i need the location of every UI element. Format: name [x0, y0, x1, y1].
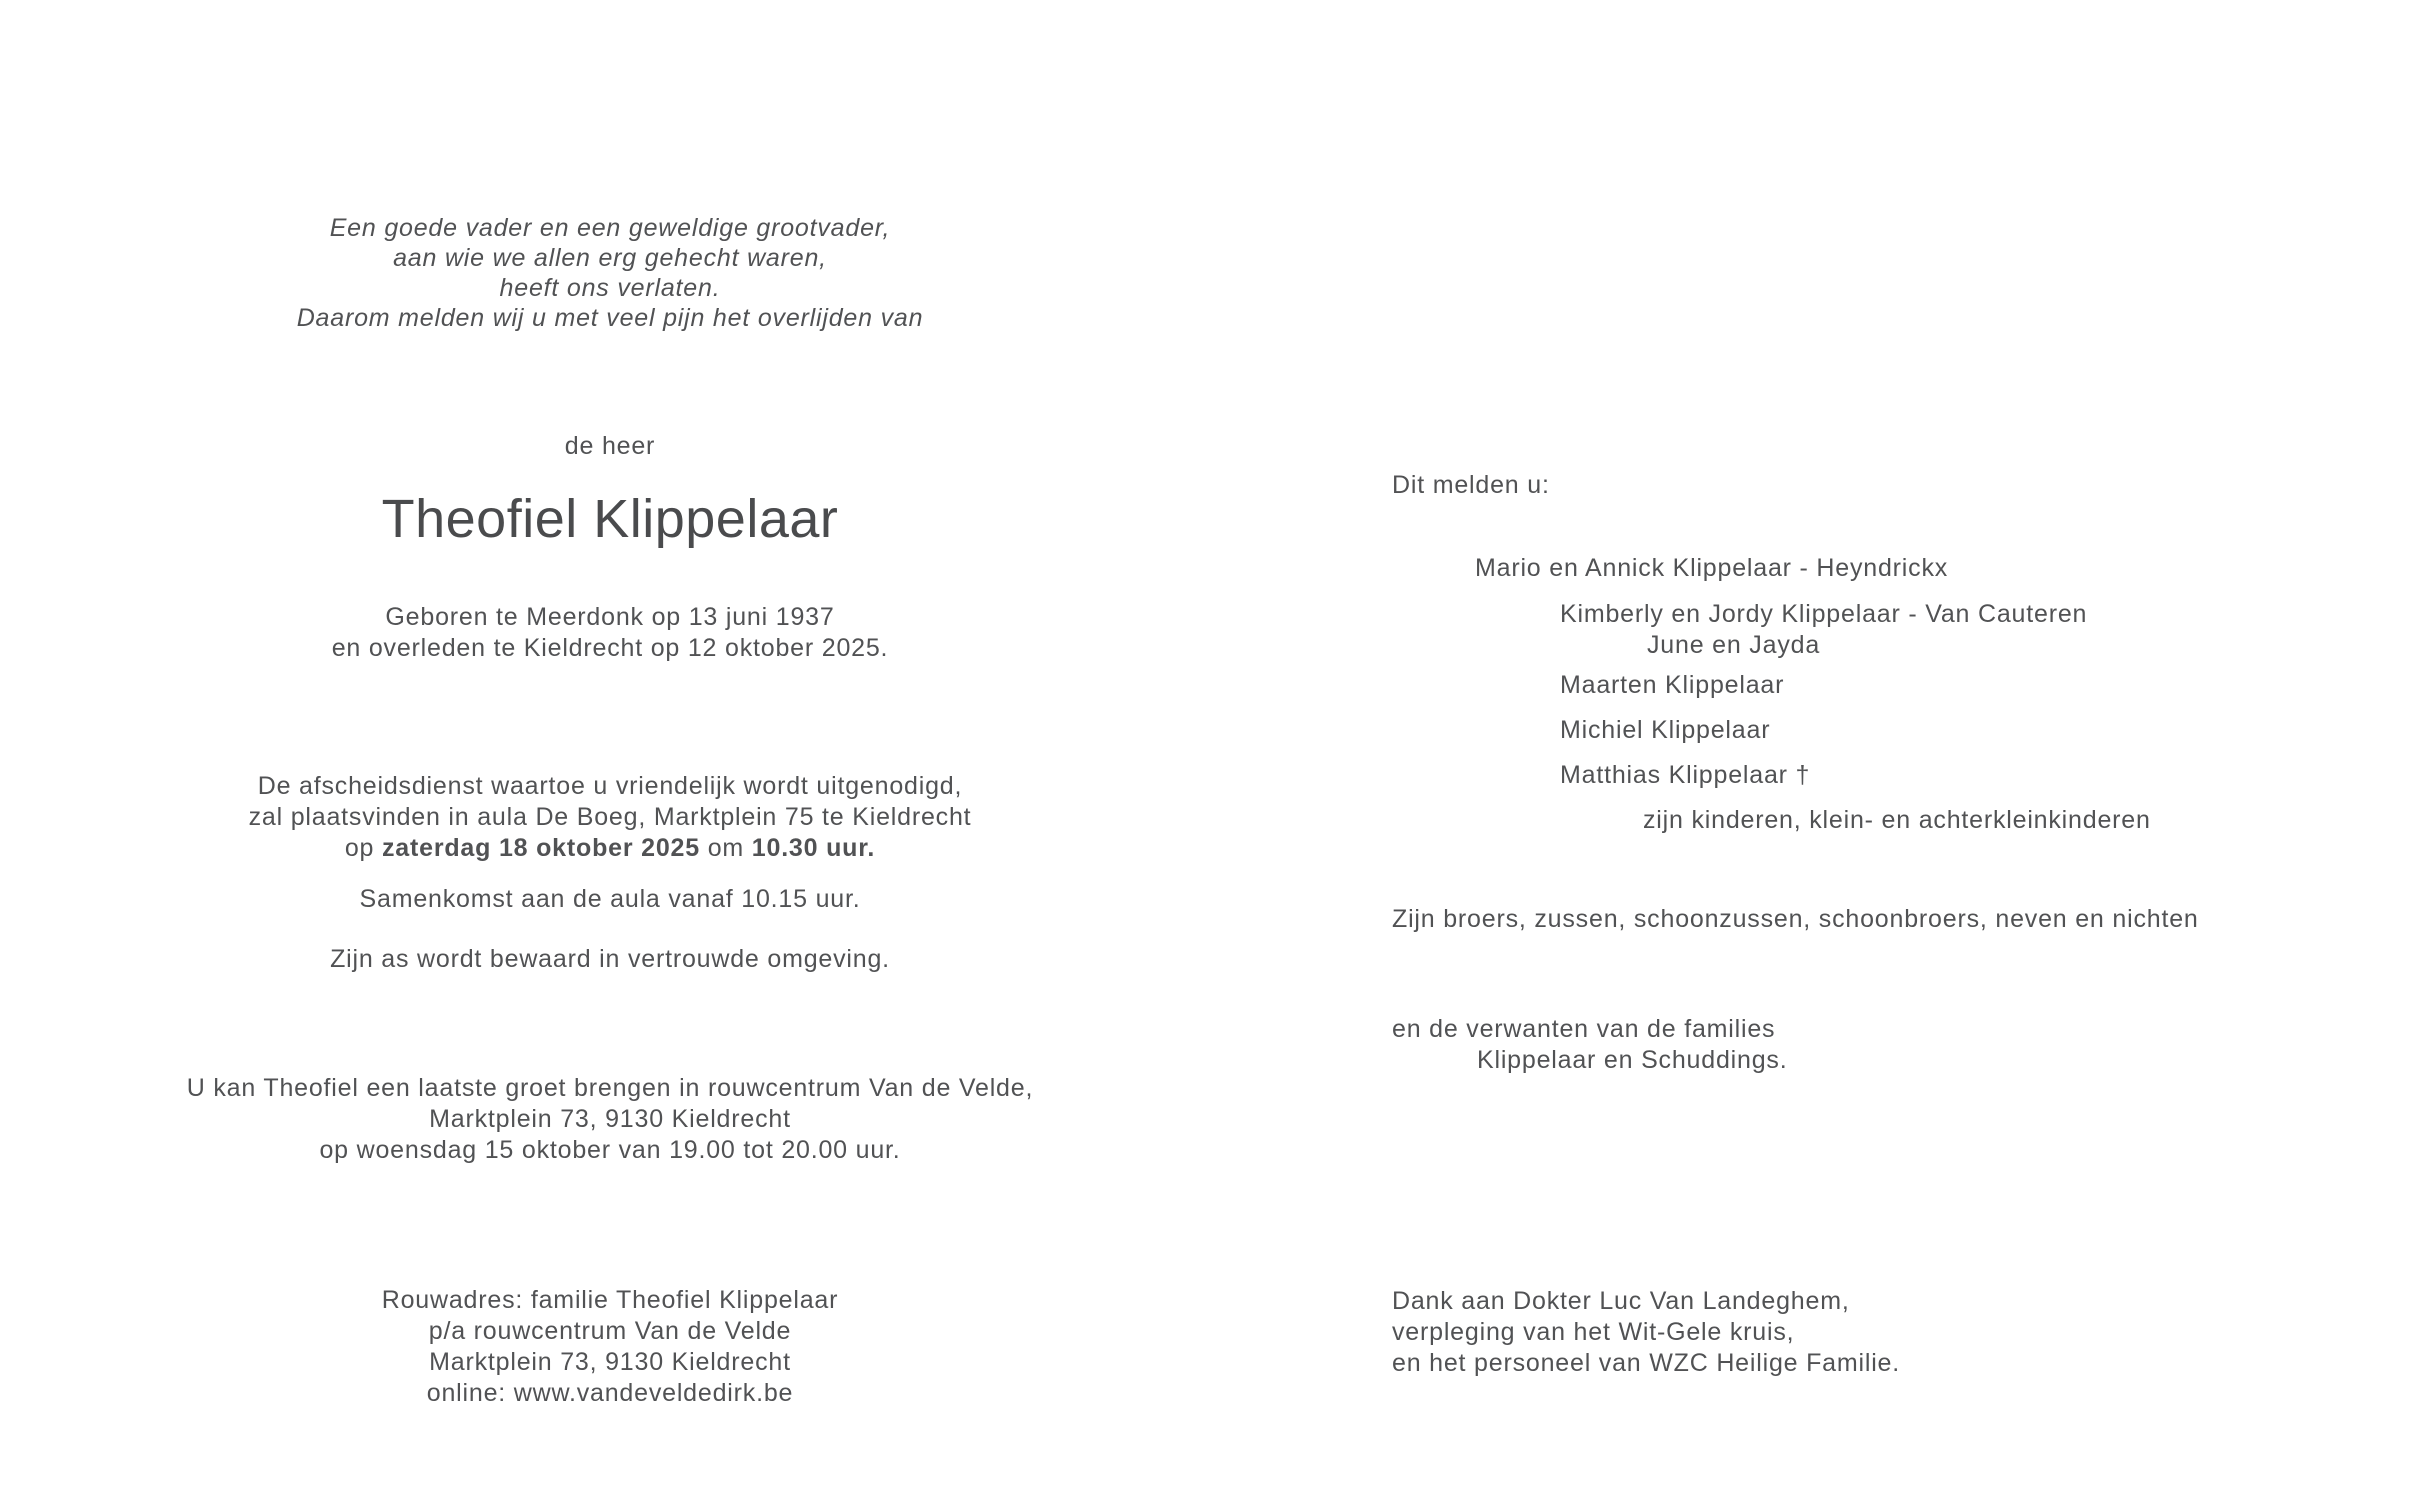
visitation-line: op woensdag 15 oktober van 19.00 tot 20.00 uur. — [319, 1136, 901, 1164]
death-line: en overleden te Kieldrecht op 12 oktober 2025. — [331, 634, 889, 662]
family-member: Michiel Klippelaar — [1560, 716, 1771, 744]
mourning-address-line: p/a rouwcentrum Van de Velde — [428, 1317, 792, 1345]
family-member: Maarten Klippelaar — [1560, 671, 1785, 699]
ashes-line: Zijn as wordt bewaard in vertrouwde omgeving. — [330, 945, 890, 973]
family-member: Mario en Annick Klippelaar - Heyndrickx — [1475, 554, 1949, 582]
deceased-name: Theofiel Klippelaar — [381, 489, 839, 549]
visitation-line: U kan Theofiel een laatste groet brengen in rouwcentrum Van de Velde, — [186, 1074, 1034, 1102]
thanks-note — [1392, 1286, 2352, 1379]
service-date-middle: om — [699, 834, 752, 862]
family-member: Kimberly en Jordy Klippelaar - Van Cauteren — [1560, 600, 2088, 628]
intro-verse-line: Daarom melden wij u met veel pijn het overlijden van — [296, 304, 924, 332]
family-member: June en Jayda — [1647, 631, 1821, 659]
thanks-line: verpleging van het Wit-Gele kruis, — [1392, 1318, 1795, 1346]
intro-verse — [165, 213, 1055, 333]
related-families — [1392, 1014, 2352, 1076]
intro-verse-line: aan wie we allen erg gehecht waren, — [393, 244, 827, 272]
relatives-line: Zijn broers, zussen, schoonzussen, schoonbroers, neven en nichten — [1392, 905, 2199, 933]
birth-line: Geboren te Meerdonk op 13 juni 1937 — [385, 603, 835, 631]
family-member-deceased: Matthias Klippelaar † — [1560, 761, 1811, 789]
related-families-line: en de verwanten van de families — [1392, 1015, 1776, 1043]
related-families-names: Klippelaar en Schuddings. — [1477, 1046, 1788, 1074]
mourning-address-line: Marktplein 73, 9130 Kieldrecht — [429, 1348, 791, 1376]
service-details — [165, 771, 1055, 864]
birth-death-dates — [165, 602, 1055, 664]
service-date-bold: zaterdag 18 oktober 2025 — [382, 834, 700, 862]
service-date-line — [165, 833, 1055, 864]
family-list — [1392, 553, 2352, 836]
thanks-line: Dank aan Dokter Luc Van Landeghem, — [1392, 1287, 1850, 1315]
service-line: De afscheidsdienst waartoe u vriendelijk wordt uitgenodigd, — [257, 772, 963, 800]
mourning-address — [165, 1285, 1055, 1409]
visitation-line: Marktplein 73, 9130 Kieldrecht — [429, 1105, 791, 1133]
service-line: zal plaatsvinden in aula De Boeg, Marktplein 75 te Kieldrecht — [248, 803, 972, 831]
announcement-heading: Dit melden u: — [1392, 471, 1550, 499]
mourning-address-line: Rouwadres: familie Theofiel Klippelaar — [381, 1286, 839, 1314]
intro-verse-line: heeft ons verlaten. — [499, 274, 721, 302]
intro-verse-line: Een goede vader en een geweldige grootvader, — [329, 214, 891, 242]
gathering-line: Samenkomst aan de aula vanaf 10.15 uur. — [359, 885, 861, 913]
visitation-details — [165, 1073, 1055, 1166]
mourning-address-website: online: www.vandeveldedirk.be — [426, 1379, 794, 1407]
salutation: de heer — [564, 432, 656, 460]
grandchildren-line: zijn kinderen, klein- en achterkleinkinderen — [1643, 806, 2151, 834]
service-time-bold: 10.30 uur. — [751, 834, 876, 862]
thanks-line: en het personeel van WZC Heilige Familie. — [1392, 1349, 1901, 1377]
service-date-prefix: op — [344, 834, 382, 862]
